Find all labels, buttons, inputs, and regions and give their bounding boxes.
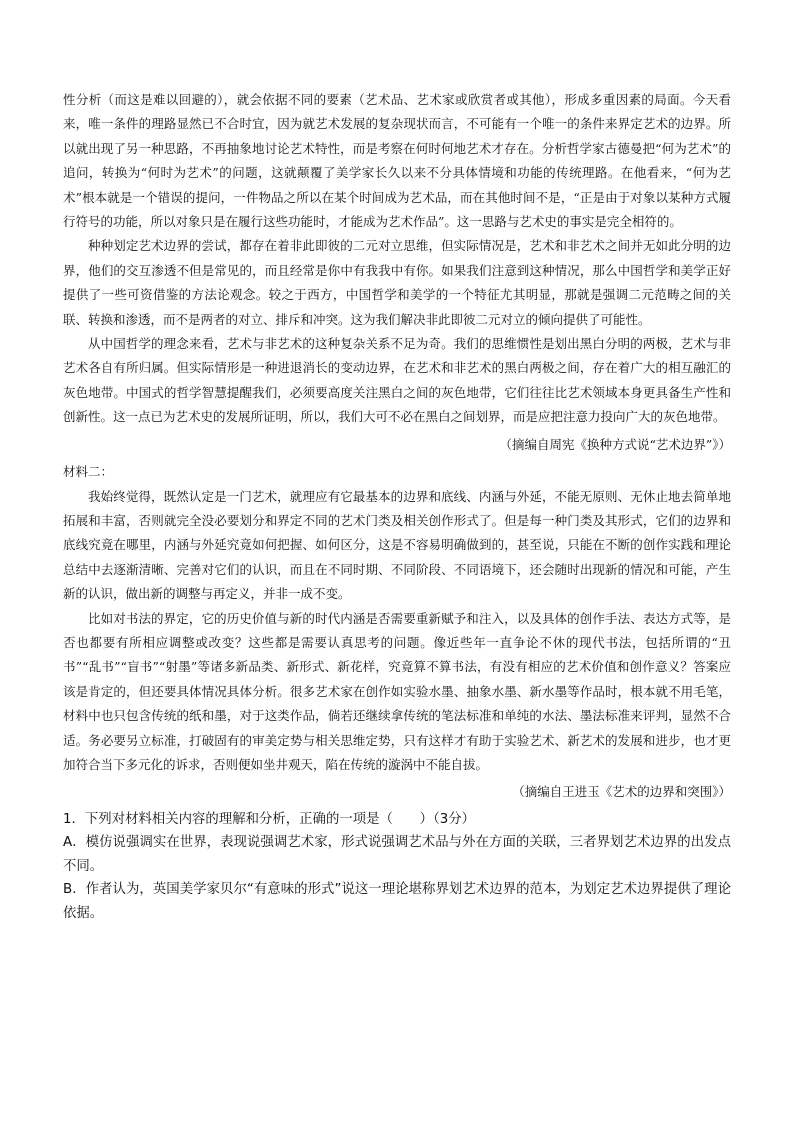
material1-source: （摘编自周宪《换种方式说“艺术边界”》） [499,436,731,452]
material1-paragraph-3: 从中国哲学的理念来看，艺术与非艺术的这种复杂关系不足为奇。我们的思维惯性是划出黑白分明的两极，艺术与非艺术各自有所归属。但实际情形是一种进退消长的变动边界，在艺术和非艺术的黑白两极之间，存在着广大的相互融汇的灰色地带。中国式的哲学智慧提醒我们，必须要高度关注黑白之间的灰色地带，它们往往比艺术领域本身更具备生产性和创新性。这一点已为艺术史的发展所证明，所以，我们大可不必在黑白之间划界，而是应把注意力投向广大的灰色地带。 [63,336,731,425]
question-1-stem: 1．下列对材料相关内容的理解和分析，正确的一项是（ ）（3分） [63,811,476,827]
question-1-option-b: B．作者认为，英国美学家贝尔“有意味的形式”说这一理论堪称界划艺术边界的范本，为划定艺术边界提供了理论依据。 [63,882,731,921]
material1-paragraph-1: 性分析（而这是难以回避的），就会依据不同的要素（艺术品、艺术家或欣赏者或其他），形成多重因素的局面。今天看来，唯一条件的理路显然已不合时宜，因为就艺术发展的复杂现状而言，不可能有一个唯一的条件来界定艺术的边界。所以就出现了另一种思路，不再抽象地讨论艺术特性，而是考察在何时何地艺术才存在。分析哲学家古德曼把“何为艺术”的追问，转换为“何时为艺术”的问题，这就颠覆了美学家长久以来不分具体情境和功能的传统理路。在他看来，“何为艺术”根本就是一个错误的提问，一件物品之所以在某个时间成为艺术品，而在其他时间不是，“正是由于对象以某种方式履行符号的功能，所以对象只是在履行这些功能时，才能成为艺术作品”。这一思路与艺术史的事实是完全相符的。 [63,92,731,230]
material1-paragraph-2: 种种划定艺术边界的尝试，都存在着非此即彼的二元对立思维，但实际情况是，艺术和非艺术之间并无如此分明的边界，他们的交互渗透不但是常见的，而且经常是你中有我我中有你。如果我们注意到这种情况，那么中国哲学和美学正好提供了一些可资借鉴的方法论观念。较之于西方，中国哲学和美学的一个特征尤其明显，那就是强调二元范畴之间的关联、转换和渗透，而不是两者的对立、排斥和冲突。这为我们解决非此即彼二元对立的倾向提供了可能性。 [63,238,731,327]
reading-passage [63,88,731,925]
question-1-option-a: A．模仿说强调实在世界，表现说强调艺术家，形式说强调艺术品与外在方面的关联，三者界划艺术边界的出发点不同。 [63,835,731,874]
question-1 [63,808,731,926]
material2-paragraph-1: 我始终觉得，既然认定是一门艺术，就理应有它最基本的边界和底线、内涵与外延，不能无原则、无休止地去简单地拓展和丰富，否则就完全没必要划分和界定不同的艺术门类及相关创作形式了。但是每一种门类及其形式，它们的边界和底线究竟在哪里，内涵与外延究竟如何把握、如何区分，这是不容易明确做到的，甚至说，只能在不断的创作实践和理论总结中去逐渐清晰、完善对它们的认识，而且在不同时期、不同阶段、不同语境下，还会随时出现新的情况和可能，产生新的认识，做出新的调整与再定义，并非一成不变。 [63,488,731,602]
material2-label: 材料二： [63,464,114,480]
material2-paragraph-2: 比如对书法的界定，它的历史价值与新的时代内涵是否需要重新赋予和注入，以及具体的创作手法、表达方式等，是否也都要有所相应调整或改变？这些都是需要认真思考的问题。像近些年一直争论不休的现代书法，包括所谓的“丑书”“乱书”“盲书”“射墨”等诸多新品类、新形式、新花样，究竟算不算书法，有没有相应的艺术价值和创作意义？答案应该是肯定的，但还要具体情况具体分析。很多艺术家在创作如实验水墨、抽象水墨、新水墨等作品时，根本就不用毛笔，材料中也只包含传统的纸和墨，对于这类作品，倘若还继续拿传统的笔法标准和单纯的水法、墨法标准来评判，显然不合适。务必要另立标准，打破固有的审美定势与相关思维定势，只有这样才有助于实验艺术、新艺术的发展和进步，也才更加符合当下多元化的诉求，否则便如坐井观天，陷在传统的漩涡中不能自拔。 [63,610,731,772]
material2-source: （摘编自王进玉《艺术的边界和突围》） [512,784,731,800]
